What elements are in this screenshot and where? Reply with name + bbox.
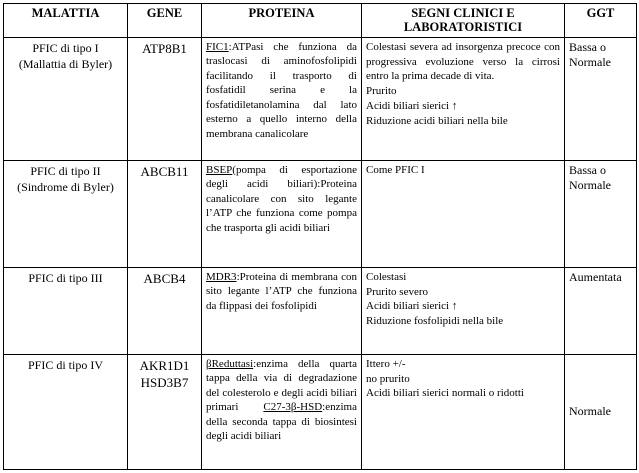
cell-ggt bbox=[565, 160, 637, 267]
cell-proteina bbox=[202, 37, 362, 160]
column-header-malattia: MALATTIA bbox=[4, 4, 128, 38]
cell-gene bbox=[128, 160, 202, 267]
column-header-proteina: PROTEINA bbox=[202, 4, 362, 38]
malattia-line-1: PFIC di tipo II bbox=[30, 163, 101, 178]
cell-ggt bbox=[565, 354, 637, 469]
protein-description: :enzima della quarta tappa della via di degradazione del colesterolo e degli acidi biliari primari bbox=[206, 357, 357, 414]
malattia-line-2: (Mallattia di Byler) bbox=[18, 56, 113, 71]
ggt-line-1: Normale bbox=[569, 403, 611, 418]
cell-segni-clinici bbox=[362, 354, 565, 469]
gene-name: ABCB11 bbox=[140, 163, 189, 179]
table-row bbox=[4, 160, 637, 267]
ggt-line-1: Bassa o bbox=[569, 162, 606, 177]
gene-name-secondary: HSD3B7 bbox=[140, 375, 189, 391]
malattia-line-2: (Sindrome di Byler) bbox=[17, 179, 114, 194]
table-body bbox=[4, 37, 637, 469]
sign-item: Colestasi bbox=[366, 270, 407, 283]
table-row bbox=[4, 354, 637, 469]
table-header bbox=[4, 4, 637, 38]
sign-item: Acidi biliari sierici ↑ bbox=[366, 100, 458, 113]
sign-item: Prurito bbox=[366, 85, 397, 98]
ggt-line-1: Bassa o bbox=[569, 39, 606, 54]
ggt-line-2: Normale bbox=[569, 178, 611, 193]
pfic-types-table bbox=[3, 3, 637, 470]
cell-segni-clinici bbox=[362, 37, 565, 160]
protein-description: :Proteina di membrana con sito legante l’ATP che funziona da flippasi dei fosfolipidi bbox=[206, 270, 357, 312]
sign-item: Ittero +/- bbox=[366, 357, 406, 370]
protein-name: βReduttasi bbox=[206, 357, 254, 370]
ggt-line-1: Aumentata bbox=[569, 269, 622, 284]
protein-name-secondary: C27-3β-HSD bbox=[263, 401, 323, 414]
cell-segni-clinici bbox=[362, 267, 565, 354]
table-row bbox=[4, 37, 637, 160]
protein-description-secondary: :enzima della seconda tappa di biosintesi degli acidi biliari bbox=[206, 401, 357, 443]
gene-name: ATP8B1 bbox=[142, 40, 187, 56]
sign-item: Prurito severo bbox=[366, 285, 429, 298]
column-header-segni-clinici: SEGNI CLINICI E LABORATORISTICI bbox=[362, 4, 565, 38]
cell-proteina bbox=[202, 267, 362, 354]
cell-malattia bbox=[4, 354, 128, 469]
cell-ggt bbox=[565, 37, 637, 160]
table-row bbox=[4, 267, 637, 354]
protein-name: FIC1 bbox=[206, 40, 229, 53]
cell-gene bbox=[128, 354, 202, 469]
cell-proteina bbox=[202, 354, 362, 469]
malattia-line-1: PFIC di tipo IV bbox=[27, 357, 103, 372]
gene-name: AKR1D1 bbox=[139, 357, 190, 373]
protein-description: :ATPasi che funziona da traslocasi di aminofosfolipidi facilitando il trasporto di fosfatidil serina e la fosfatidiletanolamina dal lato esterno a quello interno della membrana canalicolare bbox=[206, 40, 357, 140]
sign-item: Acidi biliari sierici normali o ridotti bbox=[366, 387, 524, 400]
sign-item: Acidi biliari sierici ↑ bbox=[366, 300, 458, 313]
sign-item: Riduzione acidi biliari nella bile bbox=[366, 114, 508, 127]
malattia-line-1: PFIC di tipo I bbox=[32, 40, 99, 55]
malattia-line-1: PFIC di tipo III bbox=[28, 270, 103, 285]
cell-malattia bbox=[4, 37, 128, 160]
table-header-row bbox=[4, 4, 637, 38]
cell-gene bbox=[128, 267, 202, 354]
sign-item: Riduzione fosfolipidi nella bile bbox=[366, 315, 504, 328]
sign-item: no prurito bbox=[366, 372, 410, 385]
sign-item: Come PFIC I bbox=[366, 163, 425, 176]
cell-gene bbox=[128, 37, 202, 160]
ggt-line-2: Normale bbox=[569, 55, 611, 70]
protein-name: MDR3 bbox=[206, 270, 237, 283]
column-header-gene: GENE bbox=[128, 4, 202, 38]
cell-malattia bbox=[4, 267, 128, 354]
cell-proteina bbox=[202, 160, 362, 267]
gene-name: ABCB4 bbox=[143, 270, 186, 286]
cell-ggt bbox=[565, 267, 637, 354]
document-page bbox=[0, 3, 639, 473]
protein-description: (pompa di esportazione degli acidi biliari):Proteina canalicolare con sito legante l’ATP che funziona come pompa che trasporta gli acidi biliari bbox=[206, 163, 357, 234]
protein-name: BSEP bbox=[206, 163, 233, 176]
column-header-ggt: GGT bbox=[565, 4, 637, 38]
cell-segni-clinici bbox=[362, 160, 565, 267]
sign-item: Colestasi severa ad insorgenza precoce con progressiva evoluzione verso la cirrosi entro la prima decade di vita. bbox=[366, 40, 560, 83]
cell-malattia bbox=[4, 160, 128, 267]
